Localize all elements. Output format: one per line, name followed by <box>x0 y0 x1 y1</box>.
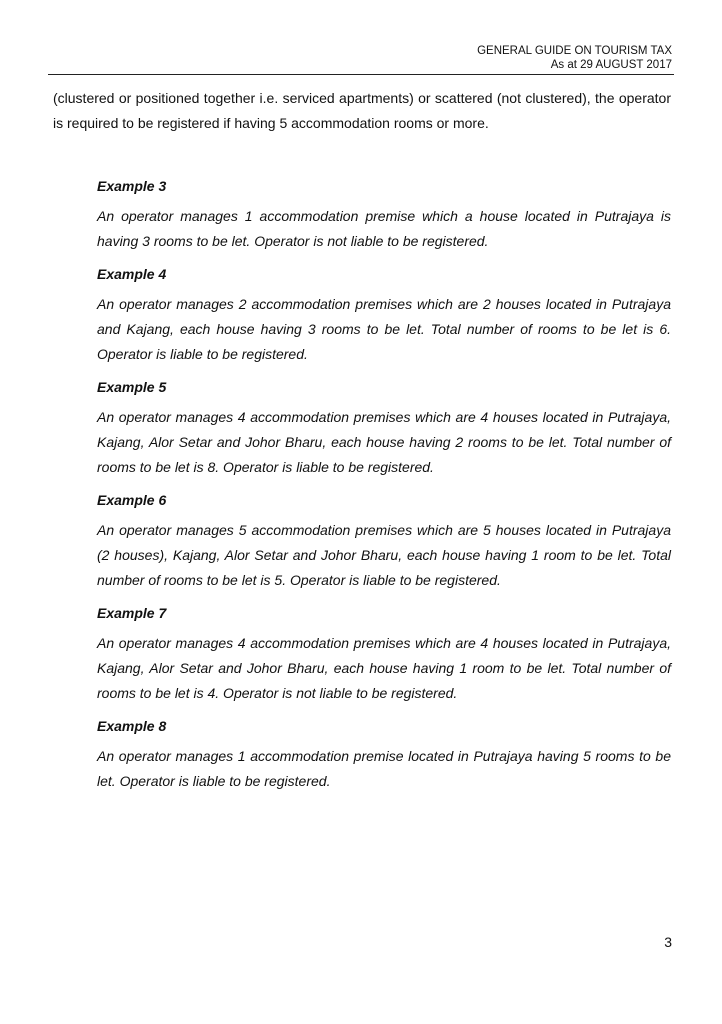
example-body: An operator manages 1 accommodation premise which a house located in Putrajaya is having 3 rooms to be let. Operator is not liable to be registered. <box>97 208 671 249</box>
example-title: Example 5 <box>97 379 167 395</box>
example-body: An operator manages 4 accommodation premises which are 4 houses located in Putrajaya, Kajang, Alor Setar and Johor Bharu, each house having 2 rooms to be let. Total number of rooms to be let is 8. Operator is liable to be registered. <box>97 409 671 475</box>
example-4 <box>97 264 671 367</box>
header-date: As at 29 AUGUST 2017 <box>550 59 672 71</box>
example-title: Example 8 <box>97 718 167 734</box>
example-body: An operator manages 4 accommodation premises which are 4 houses located in Putrajaya, Kajang, Alor Setar and Johor Bharu, each house having 1 room to be let. Total number of rooms to be let is 4. Operator is not liable to be registered. <box>97 635 671 701</box>
page-number: 3 <box>664 934 672 950</box>
document-header <box>477 44 672 72</box>
example-title: Example 6 <box>97 492 167 508</box>
example-body: An operator manages 5 accommodation premises which are 5 houses located in Putrajaya (2 houses), Kajang, Alor Setar and Johor Bharu, each house having 1 room to be let. Total number of rooms to be let is 5. Operator is liable to be registered. <box>97 522 671 588</box>
example-5 <box>97 377 671 480</box>
example-title: Example 3 <box>97 178 167 194</box>
header-divider <box>48 74 674 75</box>
example-6 <box>97 490 671 593</box>
example-title: Example 4 <box>97 266 167 282</box>
intro-paragraph: (clustered or positioned together i.e. serviced apartments) or scattered (not clustered), the operator is required to be registered if having 5 accommodation rooms or more. <box>53 90 671 131</box>
example-title: Example 7 <box>97 605 167 621</box>
example-8 <box>97 716 671 794</box>
example-body: An operator manages 2 accommodation premises which are 2 houses located in Putrajaya and Kajang, each house having 3 rooms to be let. Total number of rooms to be let is 6. Operator is liable to be registered. <box>97 296 671 362</box>
header-title: GENERAL GUIDE ON TOURISM TAX <box>477 45 672 57</box>
example-body: An operator manages 1 accommodation premise located in Putrajaya having 5 rooms to be let. Operator is liable to be registered. <box>97 748 671 789</box>
examples-section <box>97 176 671 804</box>
example-7 <box>97 603 671 706</box>
example-3 <box>97 176 671 254</box>
